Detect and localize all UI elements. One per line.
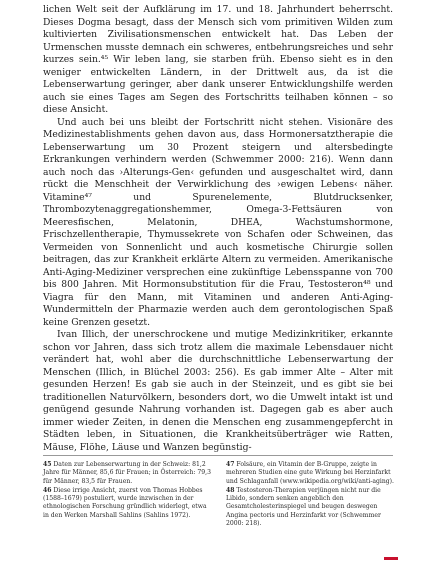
footnote-47 (226, 461, 395, 486)
page-corner-mark (384, 557, 398, 560)
footnote-text: Diese irrige Ansicht, zuerst von Thomas Hobbes (1588–1679) postuliert, wurde inzwischen in der ethnologischen Forschung gründlich widerlegt, etwa in den Werken Marshall Sahlins (Sahlins 1972). (43, 486, 207, 519)
paragraph-1: lichen Welt seit der Aufklärung im 17. und 18. Jahrhundert beherrscht. Dieses Dogma besagt, dass der Mensch sich vom primitiven Wilden zum kultivierten Zivilisationsmenschen entwickelt hat. Das Leben der Urmenschen musste demnach ein schweres, entbehrungsreiches und sehr kurzes sein.⁴⁵ Wir leben lang, sie starben früh. Ebenso sieht es in den weniger entwickelten Ländern, in der Drittwelt aus, da ist die Lebenserwartung geringer, aber dank unserer Entwicklungshilfe werden auch sie eines Tages am Segen des Fortschritts teilhaben können – so diese Ansicht. (43, 4, 393, 115)
footnotes-right-column (226, 461, 395, 529)
footnote-text: Testosteron-Therapien verjüngen nicht nur die Libido, sondern senken angeblich den Gesamtcholesterinspiegel und beugen deswegen Angina pectoris und Herzinfarkt vor (Schwemmer 2000: 218). (226, 486, 381, 528)
footnote-48 (226, 487, 395, 528)
footnotes (43, 461, 395, 529)
footnote-number: 48 (226, 486, 235, 494)
footnote-number: 45 (43, 461, 52, 468)
footnote-text: Daten zur Lebenserwartung in der Schweiz: 81,2 Jahre für Männer, 85,6 für Frauen; in Österreich: 79,3 für Männer, 83,5 für Frauen. (43, 461, 211, 485)
footnote-rule (43, 455, 393, 456)
paragraph-2: Und auch bei uns bleibt der Fortschritt nicht stehen. Visionäre des Medizinestablishments gehen davon aus, dass Hormonersatztherapie die Lebenserwartung um 30 Prozent steigern und altersbedingte Erkrankungen verhindern werden (Schwemmer 2000: 216). Wenn dann auch noch das ›Alterungs-Gen‹ gefunden und ausgeschaltet wird, dann rückt die Menschheit der Verwirklichung des ›ewigen Lebens‹ näher. Vitamine⁴⁷ und Spurenelemente, Blutdrucksenker, Thrombozytenaggregationshemmer, Omega-3-Fettsäuren von Meeresfischen, Melatonin, DHEA, Wachstumshormone, Frischzellentherapie, Thymussekrete von Schafen oder Schweinen, das Vermeiden von Sonnenlicht und auch kosmetische Chirurgie sollen beitragen, das zur Krankheit erklärte Altern zu vermeiden. Amerikanische Anti-Aging-Mediziner versprechen eine zukünftige Lebensspanne von 700 bis 800 Jahren. Mit Hormonsubstitution für die Frau, Testosteron⁴⁸ und Viagra für den Mann, mit Vitaminen und anderen Anti-Aging-Wundermitteln der Pharmazie werden auch dem gerontologischen Spaß keine Grenzen gesetzt. (43, 116, 393, 328)
footnote-46 (43, 487, 212, 520)
footnotes-left-column (43, 461, 212, 529)
footnote-text: Folsäure, ein Vitamin der B-Gruppe, zeigte in mehreren Studien eine gute Wirkung bei Herzinfarkt und Schlaganfall (www.wikipedia.org/wiki/anti-aging). (226, 461, 394, 485)
footnote-number: 47 (226, 461, 235, 468)
body-text (43, 4, 393, 454)
footnote-45 (43, 461, 212, 486)
footnote-number: 46 (43, 486, 52, 494)
paragraph-3: Ivan Illich, der unerschrockene und mutige Medizinkritiker, erkannte schon vor Jahren, dass sich trotz allem die maximale Lebensdauer nicht verändert hat, wohl aber die durchschnittliche Lebenserwartung der Menschen (Illich, in Blüchel 2003: 256). Es gab immer Alte – Alter mit gesunden Herzen! Es gab sie auch in der Steinzeit, und es gibt sie bei traditionellen Naturvölkern, besonders dort, wo die Umwelt intakt ist und genügend gesunde Nahrung vorhanden ist. Dagegen gab es aber auch immer wieder Zeiten, in denen die Menschen eng zusammengepfercht in Städten leben, in Situationen, die Krankheitsüberträger wie Ratten, Mäuse, Flöhe, Läuse und Wanzen begünstig- (43, 329, 393, 453)
